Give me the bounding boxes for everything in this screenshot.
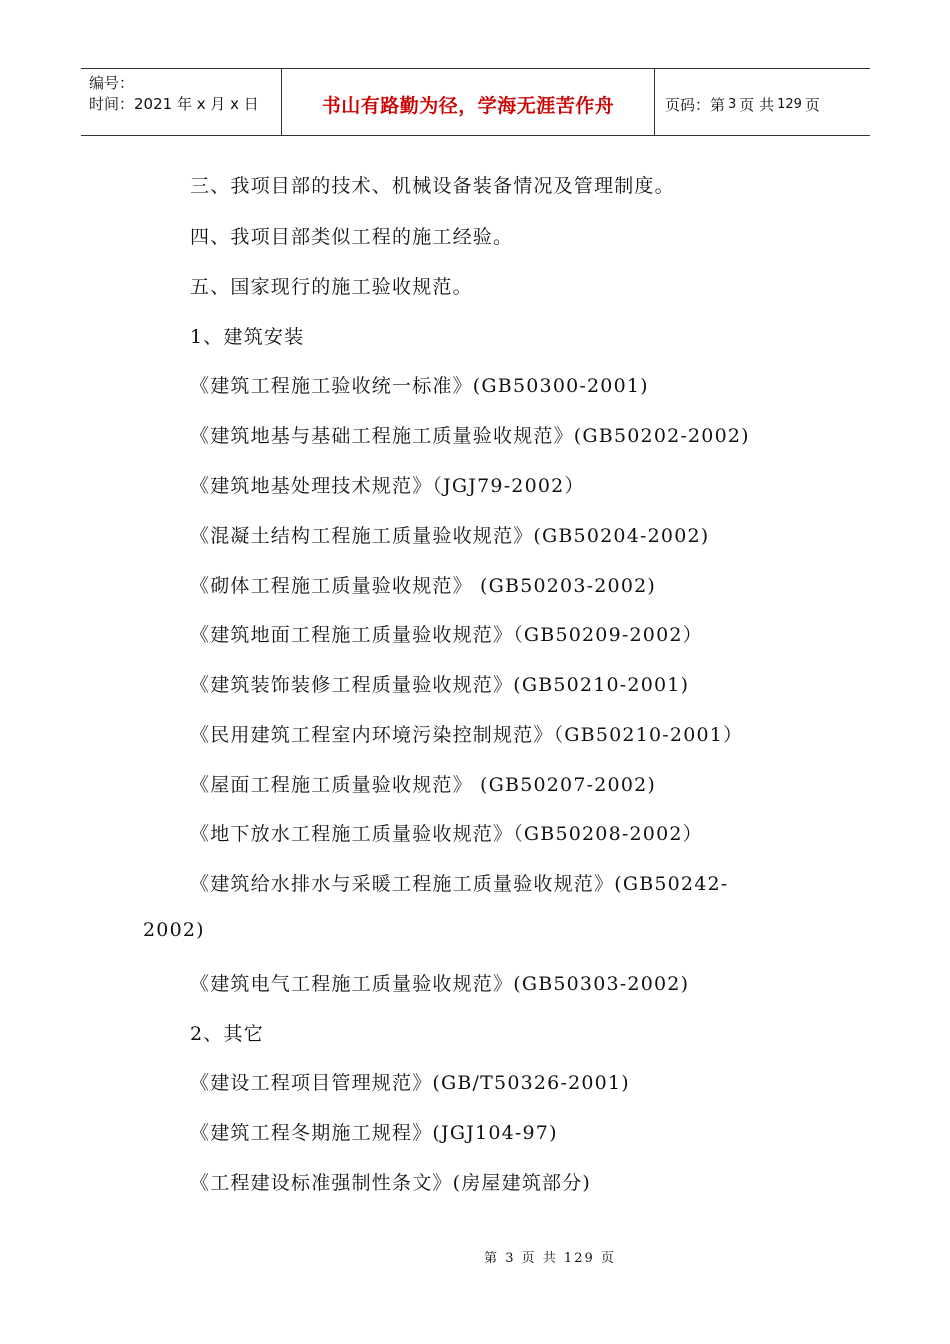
header-motto-cell [282, 69, 655, 135]
page-suffix: 页 [804, 95, 820, 114]
standard-item: 《地下放水工程施工质量验收规范》（GB50208-2002） [190, 823, 703, 845]
standard-item: 《建筑地基与基础工程施工质量验收规范》(GB50202-2002) [190, 425, 750, 447]
header-page-number [655, 69, 870, 135]
standard-item: 《建筑地基处理技术规范》（JGJ79-2002） [190, 475, 585, 497]
header-motto: 书山有路勤为径，学海无涯苦作舟 [321, 94, 615, 117]
standard-item: 《建筑装饰装修工程质量验收规范》(GB50210-2001) [190, 674, 690, 696]
section-heading: 2、其它 [190, 1023, 264, 1045]
body-line: 五、国家现行的施工验收规范。 [190, 276, 473, 298]
standard-item-continuation: 2002) [143, 919, 205, 941]
page-mid: 页 共 [739, 95, 775, 114]
standard-item: 《屋面工程施工质量验收规范》 (GB50207-2002) [190, 774, 657, 796]
page-prefix: 页码：第 [665, 95, 726, 114]
standard-item: 《民用建筑工程室内环境污染控制规范》（GB50210-2001） [190, 724, 744, 746]
body-line: 四、我项目部类似工程的施工经验。 [190, 226, 514, 248]
page-footer: 第 3 页 共 129 页 [484, 1251, 616, 1266]
standard-item: 《建筑工程施工验收统一标准》(GB50300-2001) [190, 375, 649, 397]
standard-item: 《建筑地面工程施工质量验收规范》（GB50209-2002） [190, 624, 703, 646]
page-total: 129 [777, 96, 802, 112]
document-date: 时间：2021 年 x 月 x 日 [89, 95, 259, 113]
document-number-label: 编号： [89, 74, 135, 92]
standard-item: 《砌体工程施工质量验收规范》 (GB50203-2002) [190, 575, 657, 597]
page-header [81, 68, 870, 136]
page-current: 3 [728, 96, 737, 112]
standard-item: 《建设工程项目管理规范》(GB/T50326-2001) [190, 1072, 630, 1094]
header-meta [81, 69, 282, 135]
body-line: 三、我项目部的技术、机械设备装备情况及管理制度。 [190, 175, 675, 197]
standard-item: 《建筑电气工程施工质量验收规范》(GB50303-2002) [190, 973, 690, 995]
standard-item: 《建筑给水排水与采暖工程施工质量验收规范》(GB50242- [190, 873, 729, 895]
standard-item: 《建筑工程冬期施工规程》(JGJ104-97) [190, 1122, 558, 1144]
standard-item: 《混凝土结构工程施工质量验收规范》(GB50204-2002) [190, 525, 710, 547]
standard-item: 《工程建设标准强制性条文》(房屋建筑部分) [190, 1172, 592, 1194]
section-heading: 1、建筑安装 [190, 326, 305, 348]
